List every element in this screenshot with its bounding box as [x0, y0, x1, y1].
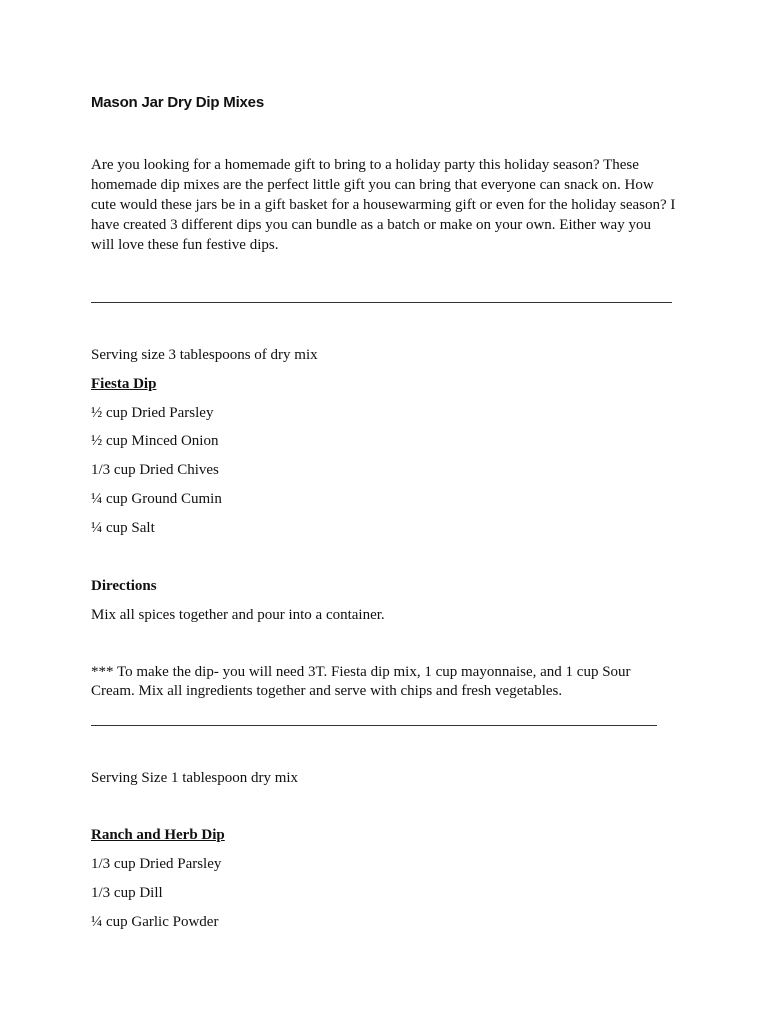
horizontal-divider: [91, 302, 672, 303]
ingredient-item: ½ cup Minced Onion: [91, 433, 219, 449]
fiesta-serving-size: Serving size 3 tablespoons of dry mix: [91, 347, 318, 363]
intro-line: will love these fun festive dips.: [91, 237, 279, 253]
ingredient-item: ½ cup Dried Parsley: [91, 405, 214, 421]
ingredient-item: ¼ cup Salt: [91, 520, 155, 536]
ingredient-item: 1/3 cup Dried Chives: [91, 462, 219, 478]
ranch-serving-size: Serving Size 1 tablespoon dry mix: [91, 770, 299, 786]
intro-line: cute would these jars be in a gift basket for a housewarming gift or even for the holiday season? I: [91, 197, 676, 213]
directions-text: Mix all spices together and pour into a container.: [91, 607, 385, 623]
intro-paragraph: [91, 155, 691, 255]
intro-line: homemade dip mixes are the perfect little gift you can bring that everyone can snack on. How: [91, 177, 654, 193]
ingredient-item: 1/3 cup Dill: [91, 885, 163, 901]
intro-line: Are you looking for a homemade gift to bring to a holiday party this holiday season? These: [91, 157, 639, 173]
ingredient-item: 1/3 cup Dried Parsley: [91, 856, 222, 872]
dip-note-line: *** To make the dip- you will need 3T. Fiesta dip mix, 1 cup mayonnaise, and 1 cup Sour: [91, 664, 631, 680]
ingredient-item: ¼ cup Ground Cumin: [91, 491, 222, 507]
ranch-dip-heading: Ranch and Herb Dip: [91, 827, 225, 843]
dip-note-line: Cream. Mix all ingredients together and serve with chips and fresh vegetables.: [91, 683, 563, 699]
horizontal-divider: [91, 725, 657, 726]
document-title: Mason Jar Dry Dip Mixes: [91, 94, 264, 111]
ingredient-item: ¼ cup Garlic Powder: [91, 914, 219, 930]
fiesta-dip-heading: Fiesta Dip: [91, 376, 157, 392]
directions-heading: Directions: [91, 578, 157, 594]
intro-line: have created 3 different dips you can bundle as a batch or make on your own. Either way you: [91, 217, 651, 233]
